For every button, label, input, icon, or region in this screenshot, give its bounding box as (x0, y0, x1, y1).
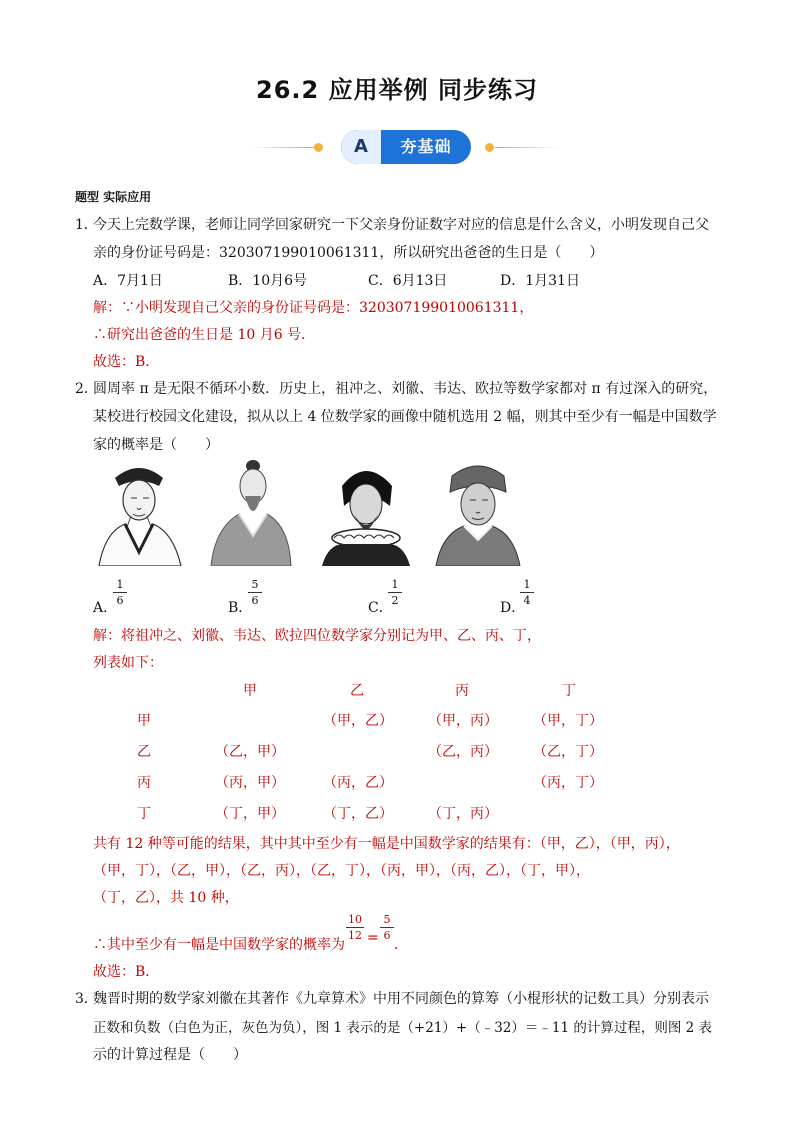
table-cell: （乙，甲） (215, 744, 285, 760)
fraction-numerator: 1 (391, 578, 399, 591)
fraction-bar (388, 592, 402, 593)
section-heading: 题型 实际应用 (75, 190, 152, 204)
table-cell: （丙，乙） (323, 775, 393, 791)
portrait-liu-hui-image (205, 456, 293, 566)
q1-solution-line2: ∴研究出爸爸的生日是 10 月6 号． (93, 327, 316, 343)
q2-solution-fraction-1 (346, 913, 364, 942)
q1-solution-answer: 故选：B． (93, 354, 160, 370)
table-cell: （丁，乙） (323, 806, 393, 822)
table-col-header: 丙 (455, 683, 469, 699)
q2-option-a-label: A． (93, 600, 118, 616)
q2-solution-line1: 解：将祖冲之、刘徽、韦达、欧拉四位数学家分别记为甲、乙、丙、丁， (93, 628, 541, 644)
q1-option-d: D．1月31日 (500, 273, 580, 289)
q1-line1: 今天上完数学课，老师让同学回家研究一下父亲身份证数字对应的信息是什么含义，小明发现自己父 (93, 217, 709, 233)
q2-line3: 家的概率是（ ） (93, 437, 219, 453)
q3-line1: 魏晋时期的数学家刘徽在其著作《九章算术》中用不同颜色的算筹（小棍形状的记数工具）分别表示 (93, 991, 709, 1007)
table-row-header: 丙 (137, 775, 151, 791)
fraction-bar (113, 592, 127, 593)
fraction-numerator: 5 (251, 578, 259, 591)
fraction-bar (520, 592, 534, 593)
table-col-header: 甲 (243, 683, 257, 699)
table-cell: （丙，丁） (533, 775, 603, 791)
section-badge (0, 128, 794, 164)
q2-solution-line4: （甲，丁），（乙，甲），（乙，丙），（乙，丁），（丙，甲），（丙，乙），（丁，甲）， (93, 863, 590, 879)
fraction-denominator: 2 (391, 594, 399, 607)
q3-number: 3． (75, 991, 98, 1007)
table-col-header: 丁 (562, 683, 576, 699)
q1-option-b: B．10月6号 (228, 273, 308, 289)
fraction-denominator: 6 (383, 929, 391, 942)
fraction-numerator: 1 (116, 578, 124, 591)
q2-number: 2． (75, 381, 98, 397)
portrait-zu-chongzhi-image (93, 456, 185, 566)
fraction-denominator: 6 (251, 594, 259, 607)
fraction-bar (380, 927, 394, 928)
q2-option-b-label: B． (228, 600, 253, 616)
fraction-bar (346, 927, 364, 928)
q2-option-d-label: D． (500, 600, 526, 616)
q2-option-c-label: C． (368, 600, 393, 616)
badge-dot-right (485, 143, 494, 152)
q2-solution-answer: 故选：B． (93, 964, 160, 980)
q2-solution-period: ． (394, 937, 408, 953)
table-row-header: 甲 (137, 713, 151, 729)
table-cell: （丙，甲） (215, 775, 285, 791)
table-cell: （丁，丙） (428, 806, 498, 822)
fraction-denominator: 4 (523, 594, 531, 607)
q1-option-c: C．6月13日 (368, 273, 448, 289)
q1-solution-line1: 解：∵小明发现自己父亲的身份证号码是：320307199010061311， (93, 300, 534, 316)
page-title: 26.2 应用举例 同步练习 (256, 76, 538, 104)
portrait-euler-image (434, 456, 522, 566)
fraction-bar (248, 592, 262, 593)
table-cell: （甲，丁） (533, 713, 603, 729)
table-col-header: 乙 (350, 683, 364, 699)
q1-number: 1． (75, 217, 98, 233)
fraction-numerator: 5 (383, 913, 391, 926)
fraction-denominator: 6 (116, 594, 124, 607)
q2-option-d-fraction (520, 578, 534, 607)
table-cell: （甲，乙） (323, 713, 393, 729)
fraction-denominator: 12 (348, 929, 362, 942)
q1-option-a: A．7月1日 (93, 273, 163, 289)
portrait-vieta-image (320, 456, 412, 566)
q3-line3: 示的计算过程是（ ） (93, 1047, 247, 1063)
table-row-header: 丁 (137, 806, 151, 822)
q2-solution-line2: 列表如下： (93, 655, 163, 671)
badge-text: 夯基础 (400, 137, 452, 156)
badge-line-left (250, 147, 315, 148)
q2-line1: 圆周率 π 是无限不循环小数．历史上，祖冲之、刘徽、韦达、欧拉等数学家都对 π 有过深入的研究， (93, 381, 718, 397)
q2-option-b-fraction (248, 578, 262, 607)
badge-pill (341, 130, 471, 164)
q2-option-c-fraction (388, 578, 402, 607)
q2-solution-line5: （丁，乙），共 10 种， (93, 890, 239, 906)
badge-line-right (495, 147, 560, 148)
fraction-numerator: 1 (523, 578, 531, 591)
q2-line2: 某校进行校园文化建设，拟从以上 4 位数学家的画像中随机选用 2 幅，则其中至少有一幅是中国数学 (93, 409, 717, 425)
table-cell: （丁，甲） (215, 806, 285, 822)
table-cell: （甲，丙） (428, 713, 498, 729)
badge-letter: A (341, 130, 381, 164)
q3-line2: 正数和负数（白色为正，灰色为负），图 1 表示的是（+21）+（﹣32）＝﹣11 的计算过程，则图 2 表 (93, 1020, 713, 1036)
fraction-numerator: 10 (348, 913, 362, 926)
q2-option-a-fraction (113, 578, 127, 607)
q2-solution-equals: = (367, 930, 379, 946)
badge-dot-left (314, 143, 323, 152)
table-row-header: 乙 (137, 744, 151, 760)
table-cell: （乙，丙） (428, 744, 498, 760)
q2-solution-fraction-2 (380, 913, 394, 942)
q2-solution-line3: 共有 12 种等可能的结果，其中其中至少有一幅是中国数学家的结果有：（甲，乙），（甲，丙）， (93, 836, 680, 852)
table-cell: （乙，丁） (533, 744, 603, 760)
q2-solution-line6: ∴其中至少有一幅是中国数学家的概率为 (93, 937, 345, 953)
q1-line2: 亲的身份证号码是：320307199010061311，所以研究出爸爸的生日是（ ） (93, 245, 604, 261)
